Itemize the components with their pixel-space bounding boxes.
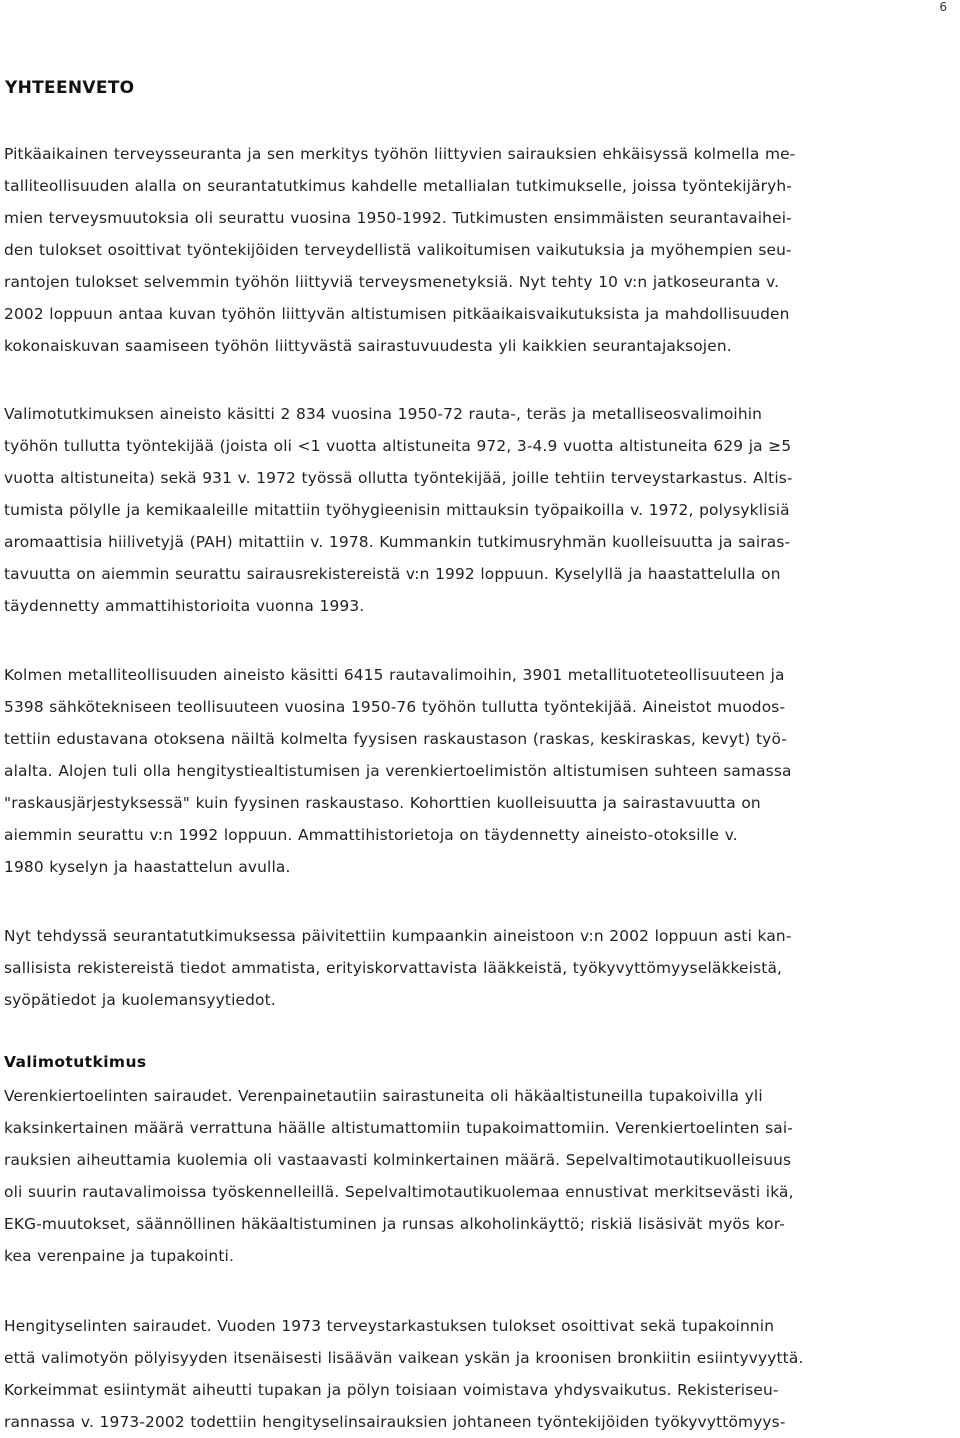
text-line: talliteollisuuden alalla on seurantatutkimus kahdelle metallialan tutkimukselle, joissa työntekijäryh-: [4, 177, 792, 195]
text-line: tumista pölylle ja kemikaaleille mitattiin työhygieenisin mittauksin työpaikoilla v. 1972, polysyklisiä: [4, 501, 790, 519]
text-line: aromaattisia hiilivetyjä (PAH) mitattiin v. 1978. Kummankin tutkimusryhmän kuolleisuutta ja sairas-: [4, 533, 791, 551]
text-line: Nyt tehdyssä seurantatutkimuksessa päivitettiin kumpaankin aineistoon v:n 2002 loppuun asti kan-: [4, 927, 792, 945]
text-line: Verenkiertoelinten sairaudet. Verenpainetautiin sairastuneita oli häkäaltistuneilla tupakoivilla yli: [4, 1087, 763, 1105]
paragraph-cardiovascular: [4, 1080, 956, 1272]
text-line: että valimotyön pölyisyyden itsenäisesti lisäävän vaikean yskän ja kroonisen bronkiitin esiintyvyyttä.: [4, 1349, 804, 1367]
text-line: kea verenpaine ja tupakointi.: [4, 1247, 234, 1265]
paragraph-respiratory: [4, 1310, 956, 1438]
text-line: kokonaiskuvan saamiseen työhön liittyvästä sairastuvuudesta yli kaikkien seurantajaksojen.: [4, 337, 732, 355]
paragraph-foundry-material: [4, 398, 956, 622]
paragraph-follow-up-update: [4, 920, 956, 1016]
text-line: EKG-muutokset, säännöllinen häkäaltistuminen ja runsas alkoholinkäyttö; riskiä lisäsivät myös kor-: [4, 1215, 785, 1233]
text-line: rauksien aiheuttamia kuolemia oli vastaavasti kolminkertainen määrä. Sepelvaltimotautikuolleisuus: [4, 1151, 792, 1169]
text-line: aiemmin seurattu v:n 1992 loppuun. Ammattihistorietoja on täydennetty aineisto-otoksille v.: [4, 826, 738, 844]
page-number: 6: [939, 0, 947, 14]
text-line: Korkeimmat esiintymät aiheutti tupakan ja pölyn toisiaan voimistava yhdysvaikutus. Rekisteriseu-: [4, 1381, 779, 1399]
text-line: Hengityselinten sairaudet. Vuoden 1973 terveystarkastuksen tulokset osoittivat sekä tupakoinnin: [4, 1317, 775, 1335]
text-line: työhön tullutta työntekijää (joista oli <1 vuotta altistuneita 972, 3-4.9 vuotta altistuneita 629 ja ≥5: [4, 437, 792, 455]
text-line: vuotta altistuneita) sekä 931 v. 1972 työssä ollutta työntekijää, joille tehtiin terveystarkastus. Altis-: [4, 469, 793, 487]
text-line: sallisista rekistereistä tiedot ammatista, erityiskorvattavista lääkkeistä, työkyvyttömyyseläkkeistä,: [4, 959, 783, 977]
text-line: 1980 kyselyn ja haastattelun avulla.: [4, 858, 291, 876]
section-heading: Valimotutkimus: [4, 1053, 147, 1071]
text-line: rantojen tulokset selvemmin työhön liittyviä terveysmenetyksiä. Nyt tehty 10 v:n jatkoseuranta v.: [4, 273, 780, 291]
text-line: syöpätiedot ja kuolemansyytiedot.: [4, 991, 276, 1009]
text-line: täydennetty ammattihistorioita vuonna 1993.: [4, 597, 365, 615]
text-line: rannassa v. 1973-2002 todettiin hengityselinsairauksien johtaneen työntekijöiden työkyvyttömyys-: [4, 1413, 786, 1431]
text-line: kaksinkertainen määrä verrattuna häälle altistumattomiin tupakoimattomiin. Verenkiertoelinten sai-: [4, 1119, 793, 1137]
text-line: tettiin edustavana otoksena näiltä kolmelta fyysisen raskaustason (raskas, keskiraskas, kevyt) työ-: [4, 730, 787, 748]
text-line: Kolmen metalliteollisuuden aineisto käsitti 6415 rautavalimoihin, 3901 metallituoteteollisuuteen ja: [4, 666, 785, 684]
paragraph-summary-intro: [4, 138, 956, 362]
text-line: alalta. Alojen tuli olla hengitystiealtistumisen ja verenkiertoelimistön altistumisen suhteen samassa: [4, 762, 792, 780]
text-line: Valimotutkimuksen aineisto käsitti 2 834 vuosina 1950-72 rauta-, teräs ja metalliseosvalimoihin: [4, 405, 763, 423]
text-line: 5398 sähkötekniseen teollisuuteen vuosina 1950-76 työhön tullutta työntekijää. Aineistot muodos-: [4, 698, 786, 716]
text-line: den tulokset osoittivat työntekijöiden terveydellistä valikoitumisen vaikutuksia ja myöhempien seu-: [4, 241, 792, 259]
paragraph-metal-industry-material: [4, 659, 956, 883]
text-line: 2002 loppuun antaa kuvan työhön liittyvän altistumisen pitkäaikaisvaikutuksista ja mahdollisuuden: [4, 305, 790, 323]
text-line: mien terveysmuutoksia oli seurattu vuosina 1950-1992. Tutkimusten ensimmäisten seurantavaihei-: [4, 209, 792, 227]
page-title: YHTEENVETO: [5, 78, 135, 98]
text-line: tavuutta on aiemmin seurattu sairausrekistereistä v:n 1992 loppuun. Kyselyllä ja haastattelulla on: [4, 565, 781, 583]
text-line: "raskausjärjestyksessä" kuin fyysinen raskaustaso. Kohorttien kuolleisuutta ja sairastavuutta on: [4, 794, 761, 812]
text-line: oli suurin rautavalimoissa työskennelleillä. Sepelvaltimotautikuolemaa ennustivat merkitsevästi ikä,: [4, 1183, 794, 1201]
text-line: Pitkäaikainen terveysseuranta ja sen merkitys työhön liittyvien sairauksien ehkäisyssä kolmella me-: [4, 145, 796, 163]
